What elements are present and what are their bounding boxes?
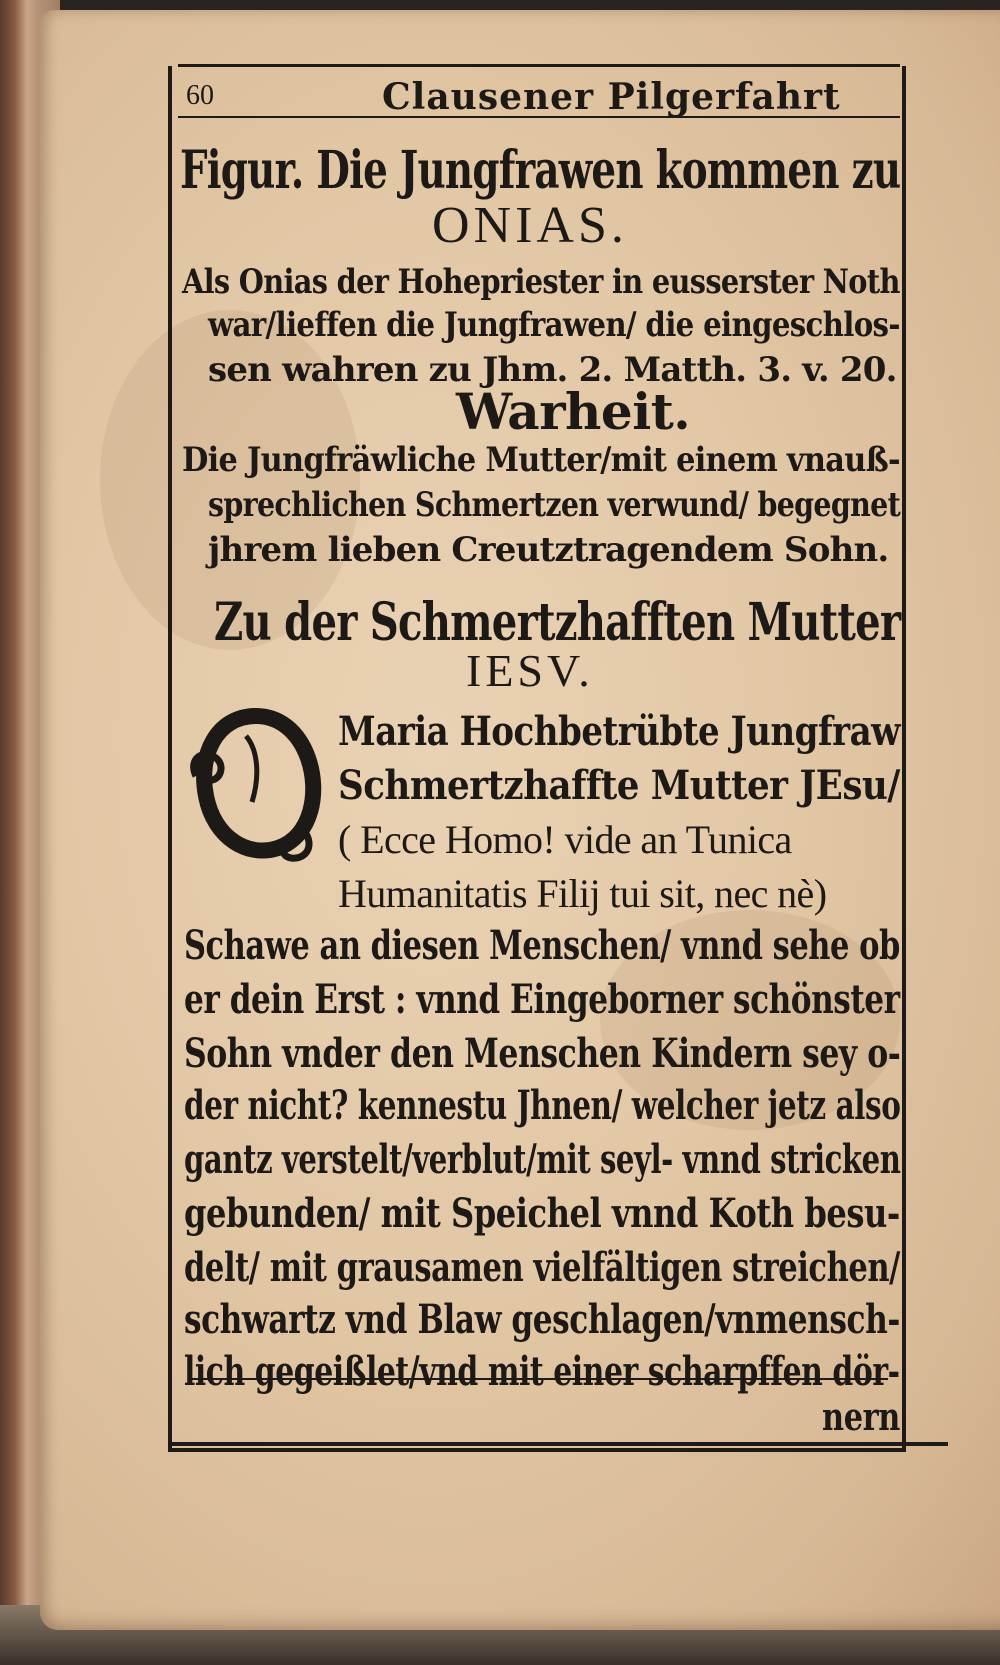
frame-bottom-rule [168, 1442, 948, 1446]
prayer-text-line: schwartz vnd Blaw geschlagen/vnmensch- [184, 1296, 900, 1343]
section-title-warheit: Warheit. [456, 382, 691, 441]
figur-text-line: war/lieffen die Jungfrawen/ die eingeschlos- [208, 305, 900, 345]
prayer-text-line: Sohn vnder den Menschen Kindern sey o- [184, 1030, 901, 1077]
prayer-latin-line: ( Ecce Homo! vide an Tunica [338, 817, 792, 862]
prayer-indented-line: Maria Hochbetrübte Jungfraw [338, 708, 900, 755]
section-subtitle-onias: ONIAS. [432, 197, 628, 254]
section-title-mutter: Zu der Schmertzhafften Mutter [214, 592, 901, 653]
section-title-figur: Figur. Die Jungfrawen kommen zu [180, 140, 901, 201]
top-rule [178, 64, 900, 67]
page-number: 60 [186, 80, 214, 111]
prayer-text-line: Schawe an diesen Menschen/ vnnd sehe ob [184, 922, 900, 969]
svg-text:O: O [251, 802, 261, 813]
section-subtitle-iesu: IESV. [466, 645, 594, 696]
prayer-text-line: er dein Erst : vnnd Eingeborner schönster [184, 976, 900, 1023]
prayer-indented-line: Schmertzhaffte Mutter JEsu/ [338, 762, 900, 809]
prayer-text-line: delt/ mit grausamen vielfältigen streichen/ [184, 1244, 900, 1291]
catchword: nern [822, 1394, 900, 1439]
warheit-text-line: jhrem lieben Creutztragendem Sohn. [208, 530, 889, 570]
running-head: Clausener Pilgerfahrt [382, 76, 841, 118]
warheit-text-line: Die Jungfräwliche Mutter/mit einem vnauß- [182, 440, 900, 480]
prayer-latin-line: Humanitatis Filij tui sit, nec nè) [338, 871, 827, 916]
prayer-text-line: der nicht? kennestu Jhnen/ welcher jetz also [184, 1082, 901, 1129]
prayer-text-line: gebunden/ mit Speichel vnnd Koth besu- [184, 1190, 900, 1237]
figur-text-line: Als Onias der Hohepriester in eusserster Noth [182, 262, 900, 302]
prayer-text-line: lich gegeißlet/vnd mit einer scharpffen dör- [184, 1348, 900, 1395]
figur-text-line: sen wahren zu Jhm. 2. Matth. 3. v. 20. [208, 350, 897, 390]
prayer-text-line: gantz verstelt/verblut/mit seyl- vnnd stricken [184, 1136, 901, 1183]
decorated-initial-o [186, 706, 326, 866]
warheit-text-line: sprechlichen Schmertzen verwund/ begegnet [208, 485, 901, 525]
